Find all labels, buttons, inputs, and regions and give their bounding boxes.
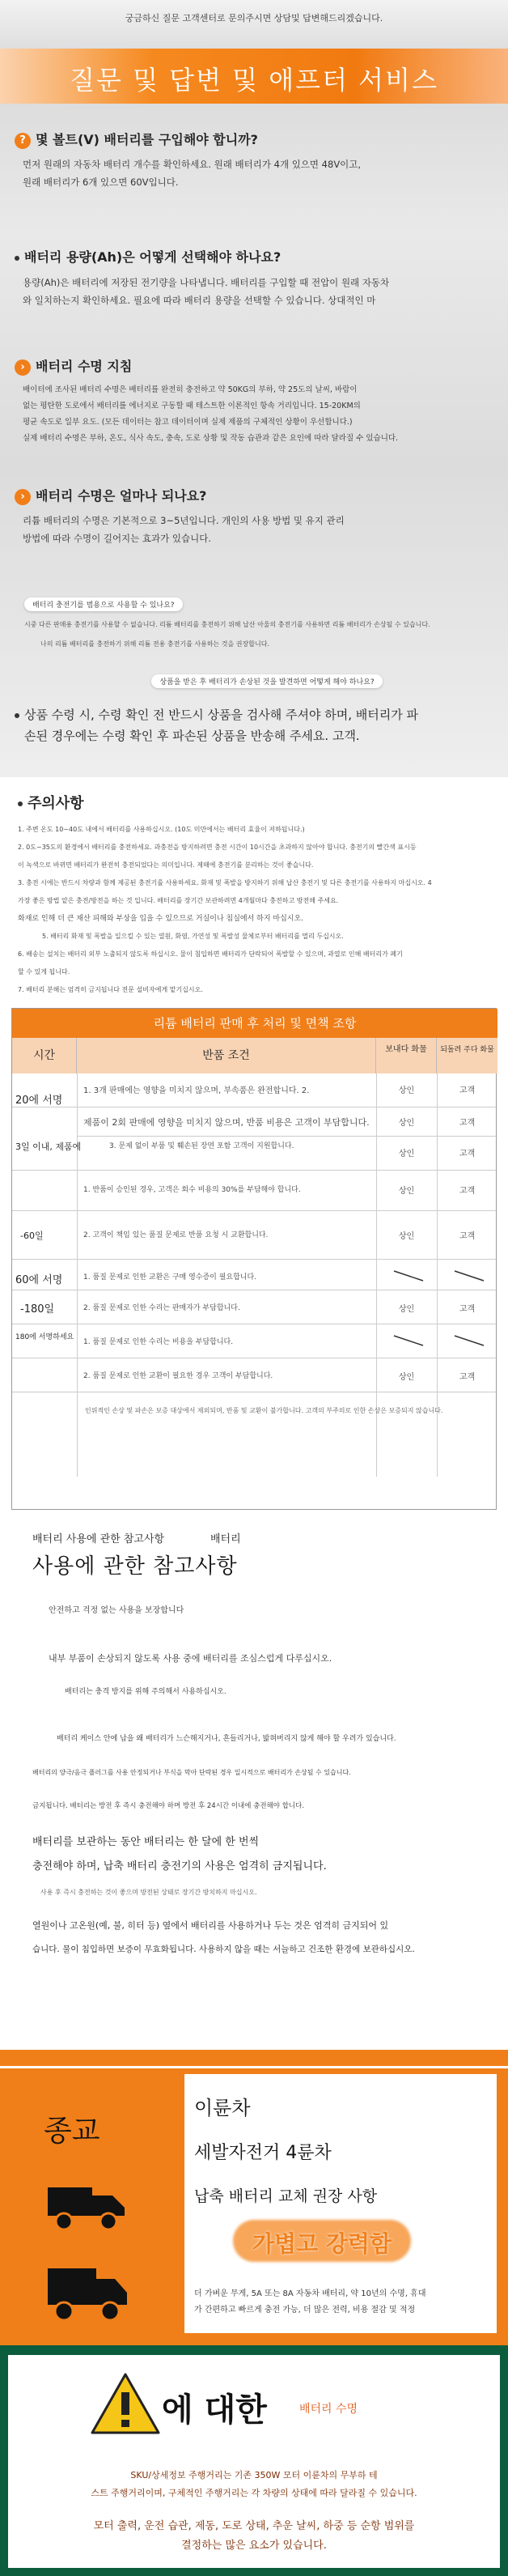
table-note: 인위적인 손상 및 파손은 보증 대상에서 제외되며, 반품 및 교환이 불가합니다. 고객의 부주의로 인한 손상은 보증되지 않습니다. <box>85 1407 443 1414</box>
kind-item: 세발자전거 4륜차 <box>194 2143 332 2163</box>
kinds-panel <box>184 2074 497 2333</box>
answer-line: 원래 배터리가 6개 있으면 60V입니다. <box>23 176 179 188</box>
row-time: -180일 <box>20 1303 55 1316</box>
usage-title: 사용에 관한 참고사항 <box>32 1554 238 1579</box>
row-time: 180에 서명하세요 <box>15 1333 74 1341</box>
row-time: 20에 서명 <box>15 1095 63 1107</box>
table-row <box>12 1358 497 1392</box>
icon-column <box>11 2074 181 2333</box>
damage-question-wrap <box>49 672 485 688</box>
charger-qa <box>24 595 493 650</box>
usage-line: 배터리 케이스 안에 납을 왜 배터리가 느슨해지거나, 흔들리거나, 밟혀버리지 않게 해야 할 우려가 있습니다. <box>57 1735 396 1743</box>
kind-item: 이륜차 <box>194 2097 251 2119</box>
row-returner: 고객 <box>459 1232 476 1241</box>
life-line: SKU/상세정보 주행거리는 기존 350W 모터 이륜차의 무부하 테 <box>130 2470 378 2480</box>
slogan: 가볍고 강력함 <box>252 2230 392 2257</box>
desc-line: 가 간편하고 빠르게 충전 가능, 더 많은 전력, 비용 절감 및 적정 <box>194 2306 416 2315</box>
notice-text: 궁금하신 질문 고객센터로 문의주시면 상담및 답변해드리겠습니다. <box>125 13 383 23</box>
life-heading: 에 대한 <box>162 2391 267 2429</box>
battery-life-section <box>0 2345 508 2576</box>
row-condition: 제품이 2회 판매에 영향을 미치지 않으며, 반품 비용은 고객이 부담합니다. <box>83 1117 370 1128</box>
caution-item: 할 수 있게 됩니다. <box>18 968 70 976</box>
after-sales-table <box>11 1008 497 1510</box>
faq-section <box>0 0 508 777</box>
dash-mark-icon <box>453 1334 485 1347</box>
answer-line: 상품 수령 시, 수령 확인 전 반드시 상품을 검사해 주셔야 하며, 배터리가 파 <box>24 708 418 722</box>
question-badge-icon: ? <box>15 133 31 149</box>
hero-title: 질문 및 답변 및 애프터 서비스 <box>70 65 438 96</box>
kind-item: 납축 배터리 교체 권장 사항 <box>194 2187 378 2205</box>
life-line: 결정하는 많은 요소가 있습니다. <box>181 2540 327 2552</box>
row-time: 60에 서명 <box>15 1274 63 1286</box>
life-text <box>8 2467 500 2502</box>
row-time: 3일 이내, 제품에 <box>15 1141 82 1152</box>
kinds-desc <box>194 2286 493 2319</box>
kinds-label: 종교 <box>44 2115 100 2148</box>
life-line: 스트 주행거리이며, 구체적인 주행거리는 각 차량의 상태에 따라 달라질 수 있습니다. <box>91 2488 417 2498</box>
qa-item <box>15 247 500 309</box>
row-condition: 1. 품질 문제로 인한 수리는 비용을 부담합니다. <box>83 1338 234 1346</box>
life-subheading: 배터리 수명 <box>299 2403 358 2416</box>
caution-item: 2. 0도~35도의 환경에서 배터리를 충전하세요. 과충전을 방지하려면 충전 시간이 10시간을 초과하지 않아야 합니다. 충전기의 빨간색 표시등 <box>18 844 417 851</box>
usage-kicker: 배터리 사용에 관한 참고사항 <box>32 1533 165 1545</box>
caution-item: 7. 배터리 분해는 엄격히 금지됩니다 전문 설비자에게 맡기십시오. <box>18 986 203 993</box>
dash-mark-icon <box>453 1269 485 1282</box>
usage-line: 사용 후 즉시 충전하는 것이 좋으며 방전된 상태로 장기간 방치하지 마십시오. <box>40 1889 257 1896</box>
row-shipper: 상인 <box>398 1150 415 1158</box>
charger-question: 배터리 충전기를 범용으로 사용할 수 있나요? <box>24 597 183 611</box>
table-row <box>12 1260 497 1290</box>
caution-list <box>18 821 500 999</box>
question-text: 배터리 용량(Ah)은 어떻게 선택해야 하나요? <box>24 249 282 265</box>
answer-line: 손된 경우에는 수령 확인 후 파손된 상품을 반송해 주세요. 고객. <box>24 729 360 743</box>
row-condition: 1. 3개 판매에는 영향을 미치지 않으며, 부속품은 완전합니다. 2. <box>83 1086 310 1095</box>
battery-life-panel <box>8 2355 500 2568</box>
caution-section <box>0 777 508 1008</box>
caution-item: 5. 배터리 화재 및 폭발을 일으킬 수 있는 열원, 화염, 가연성 및 폭발성 물체로부터 배터리를 멀리 두십시오. <box>42 933 344 940</box>
usage-line: 습니다. 물이 침입하면 보증이 무효화됩니다. 사용하지 않을 때는 서늘하고 건조한 환경에 보관하십시오. <box>32 1945 415 1954</box>
answer-line: 방법에 따라 수명이 길어지는 효과가 있습니다. <box>23 532 212 544</box>
usage-line: 열원이나 고온원(예, 불, 히터 등) 옆에서 배터리를 사용하거나 두는 것은 엄격히 금지되어 있 <box>32 1920 389 1931</box>
qa-item <box>15 130 500 191</box>
caution-title-wrap <box>18 792 84 813</box>
table-header: 되돌려 주다 화물 <box>437 1038 497 1073</box>
row-condition: 2. 품질 문제로 인한 교환이 필요한 경우 고객이 부담합니다. <box>83 1372 273 1380</box>
answer-line: 배이터에 조사된 배터리 수명은 배터리를 완전히 충전하고 약 50KG의 부하, 약 25도의 날씨, 바람이 <box>23 385 358 394</box>
usage-line: 내부 부품이 손상되지 않도록 사용 중에 배터리를 조심스럽게 다루십시오. <box>49 1653 332 1664</box>
caution-item: 1. 주변 온도 10~40도 내에서 배터리를 사용하십시오. (10도 미만에서는 배터리 효율이 저하됩니다.) <box>18 826 305 833</box>
table-title: 리튬 배터리 판매 후 처리 및 면책 조항 <box>12 1009 497 1038</box>
caution-item: 3. 충전 시에는 반드시 차량과 함께 제공된 충전기를 사용하세요. 화재 및 폭발을 방지하기 위해 납산 충전기 및 다른 충전기를 사용하지 마십시오. 4 <box>18 879 432 886</box>
divider <box>0 2066 508 2068</box>
charger-answer: 나의 리튬 배터리를 충전하기 위해 리튬 전용 충전기를 사용하는 것을 권장합니다. <box>40 640 269 648</box>
caution-title: 주의사항 <box>28 795 84 812</box>
row-condition: 3. 문제 없이 부품 및 훼손된 장면 포함 고객이 지원합니다. <box>109 1142 294 1150</box>
question-text: 배터리 수명 지침 <box>36 359 133 374</box>
usage-line: 금지됩니다. 배터리는 방전 후 즉시 충전해야 하며 방전 후 24시간 이내에 충전해야 합니다. <box>32 1802 305 1810</box>
table-row <box>12 1211 497 1260</box>
row-shipper: 상인 <box>398 1373 415 1382</box>
row-time: -60일 <box>20 1231 44 1241</box>
table-row <box>12 1137 497 1171</box>
damage-question: 상품을 받은 후 배터리가 손상된 것을 발견하면 어떻게 해야 하나요? <box>151 674 382 688</box>
table-row <box>12 1290 497 1324</box>
usage-line: 배터리는 충격 방지를 위해 주의해서 사용하십시오. <box>65 1688 226 1696</box>
usage-line: 배터리의 양극/음극 플러그를 사용 안정되거나 부식을 막아 단락된 경우 일시적으로 배터리가 손상될 수 있습니다. <box>32 1769 351 1776</box>
truck-icon <box>44 2179 133 2236</box>
table-header: 반품 조건 <box>77 1038 376 1073</box>
delivery-truck-icon <box>44 2264 133 2325</box>
row-returner: 고객 <box>459 1187 476 1196</box>
dash-mark-icon <box>392 1334 425 1347</box>
row-condition: 1. 반품이 승인된 경우, 고객은 회수 비용의 30%를 부담해야 합니다. <box>83 1186 301 1194</box>
table-row <box>12 1171 497 1211</box>
question-text: 몇 볼트(V) 배터리를 구입해야 합니까? <box>36 132 258 147</box>
damage-answer <box>15 704 500 746</box>
caution-item: 가장 좋은 방법 얕은 충전/방전을 하는 것 입니다. 배터리를 장기간 보관하려면 4개월마다 충전하고 방전해 주세요. <box>18 897 339 904</box>
row-returner: 고객 <box>459 1150 476 1158</box>
bullet-icon <box>15 713 19 718</box>
bullet-icon <box>15 256 19 261</box>
vehicle-types-section <box>0 2050 508 2345</box>
caution-item: 화재로 인해 더 큰 재산 피해와 부상을 입을 수 있으므로 거실이나 침실에서 하지 마십시오. <box>18 915 304 923</box>
answer-line: 리튬 배터리의 수명은 기본적으로 3~5년입니다. 개인의 사용 방법 및 유지 관리 <box>23 514 345 526</box>
answer-line: 실제 배터리 수명은 부하, 온도, 식사 속도, 충속, 도로 상황 및 작동 습관과 같은 요인에 따라 달라질 수 있습니다. <box>23 433 399 443</box>
caution-item: 이 녹색으로 바뀌면 배터리가 완전히 충전되었다는 의미입니다. 제때에 충전기를 분리하는 것이 좋습니다. <box>18 861 314 869</box>
question-text: 배터리 수명은 얼마나 되나요? <box>36 488 207 504</box>
row-returner: 고객 <box>459 1373 476 1382</box>
charger-answer: 시중 다른 판매용 충전기를 사용할 수 없습니다. 리튬 배터리를 충전하기 위해 납산 아울의 충전기를 사용하면 리튬 배터리가 손상될 수 있습니다. <box>24 621 430 628</box>
row-returner: 고객 <box>459 1305 476 1314</box>
table-row <box>12 1324 497 1358</box>
row-condition: 2. 품질 문제로 인한 수리는 판매자가 부담합니다. <box>83 1304 240 1312</box>
answer-line: 평균 속도로 일부 요도. (모든 데이터는 참고 데이터이며 실제 제품의 구체적인 상황이 우선합니다.) <box>23 417 353 427</box>
usage-section <box>0 1514 508 2048</box>
answer-line: 먼저 원래의 자동차 배터리 개수를 확인하세요. 원래 배터리가 4개 있으면 48V이고, <box>23 158 362 170</box>
row-condition: 1. 품질 문제로 인한 교환은 구매 영수증이 필요합니다. <box>83 1273 257 1282</box>
bullet-icon <box>18 801 23 806</box>
usage-line: 배터리를 보관하는 동안 배터리는 한 달에 한 번씩 <box>32 1836 260 1848</box>
row-condition: 2. 고객이 책임 있는 품질 문제로 반품 요청 시 교환합니다. <box>83 1231 269 1239</box>
usage-line: 충전해야 하며, 납축 배터리 충전기의 사용은 엄격히 금지됩니다. <box>32 1860 327 1872</box>
qa-item <box>15 356 500 447</box>
question-badge-icon: › <box>15 489 31 505</box>
row-shipper: 상인 <box>398 1119 415 1128</box>
desc-line: 더 가벼운 무게, 5A 또는 8A 자동차 배터리, 약 10년의 수명, 휴대 <box>194 2289 426 2298</box>
answer-line: 와 일치하는지 확인하세요. 필요에 따라 배터리 용량을 선택할 수 있습니다. 상대적인 마 <box>23 295 376 306</box>
row-shipper: 상인 <box>398 1232 415 1241</box>
table-row <box>77 1107 497 1137</box>
qa-item <box>15 486 500 547</box>
table-header: 시간 <box>12 1038 77 1073</box>
table-row <box>12 1073 497 1107</box>
row-returner: 고객 <box>459 1086 476 1095</box>
question-badge-icon: › <box>15 359 31 376</box>
usage-line: 안전하고 걱정 없는 사용을 보장합니다 <box>49 1606 184 1615</box>
life-text-2 <box>8 2517 500 2556</box>
answer-line: 없는 평탄한 도로에서 배터리를 에너지로 구동할 때 테스트한 이론적인 항속 거리입니다. 15-20KM의 <box>23 401 361 410</box>
warning-icon <box>89 2371 162 2436</box>
row-shipper: 상인 <box>398 1187 415 1196</box>
usage-kicker-2: 배터리 <box>210 1533 241 1545</box>
table-header: 보내다 화물 <box>376 1038 437 1073</box>
dash-mark-icon <box>392 1269 425 1282</box>
row-shipper: 상인 <box>398 1086 415 1095</box>
life-line: 모터 출력, 운전 습관, 제동, 도로 상태, 추운 날씨, 하중 등 순항 범위를 <box>93 2520 415 2532</box>
answer-line: 용량(Ah)은 배터리에 저장된 전기량을 나타냅니다. 배터리를 구입할 때 전압이 원래 자동차 <box>23 277 390 288</box>
row-shipper: 상인 <box>398 1305 415 1314</box>
caution-item: 6. 배송는 설치는 배터리 외부 노출되지 않도록 하십시오. 물이 침입하면 배터리가 단락되어 폭발할 수 있으며, 과열로 인해 배터리가 폐기 <box>18 950 403 958</box>
row-returner: 고객 <box>459 1119 476 1128</box>
